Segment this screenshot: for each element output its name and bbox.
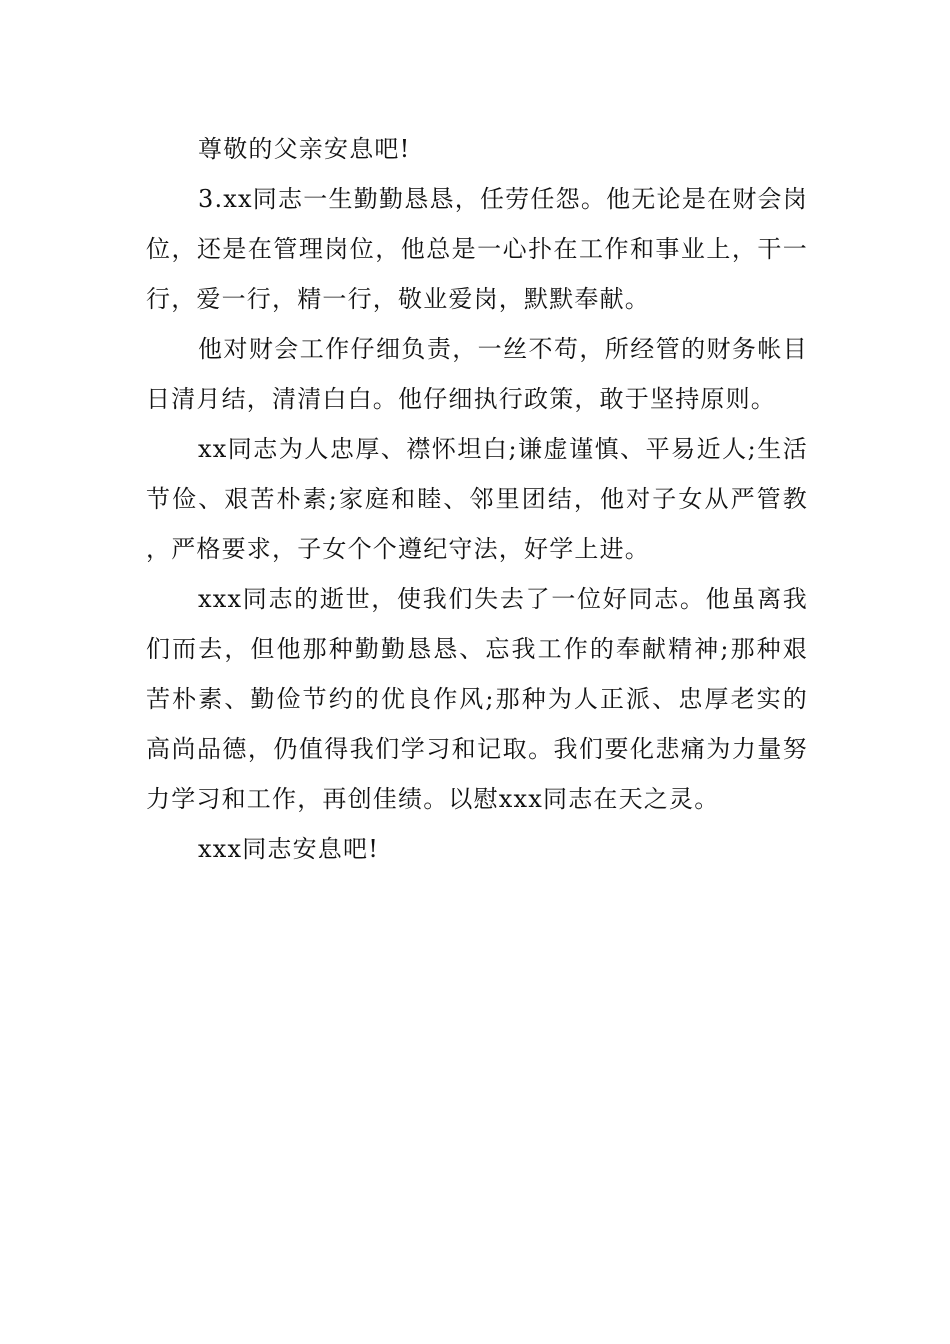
paragraph-diligence: 3.xx同志一生勤勤恳恳，任劳任怨。他无论是在财会岗位，还是在管理岗位，他总是一心扑在工作和事业上，干一行，爱一行，精一行，敬业爱岗，默默奉献。	[146, 185, 808, 313]
document-body	[146, 124, 808, 874]
paragraph-passing: xxx同志的逝世，使我们失去了一位好同志。他虽离我们而去，但他那种勤勤恳恳、忘我工作的奉献精神;那种艰苦朴素、勤俭节约的优良作风;那种为人正派、忠厚老实的高尚品德，仍值得我们学习和记取。我们要化悲痛为力量努力学习和工作，再创佳绩。以慰xxx同志在天之灵。	[146, 585, 808, 813]
paragraph-closing-father: 尊敬的父亲安息吧!	[198, 135, 411, 163]
paragraph-character: xx同志为人忠厚、襟怀坦白;谦虚谨慎、平易近人;生活节俭、艰苦朴素;家庭和睦、邻里团结，他对子女从严管教，严格要求，子女个个遵纪守法，好学上进。	[146, 435, 808, 563]
paragraph-finance-work: 他对财会工作仔细负责，一丝不苟，所经管的财务帐目日清月结，清清白白。他仔细执行政策，敢于坚持原则。	[146, 335, 808, 413]
paragraph-closing-comrade: xxx同志安息吧!	[198, 835, 380, 863]
